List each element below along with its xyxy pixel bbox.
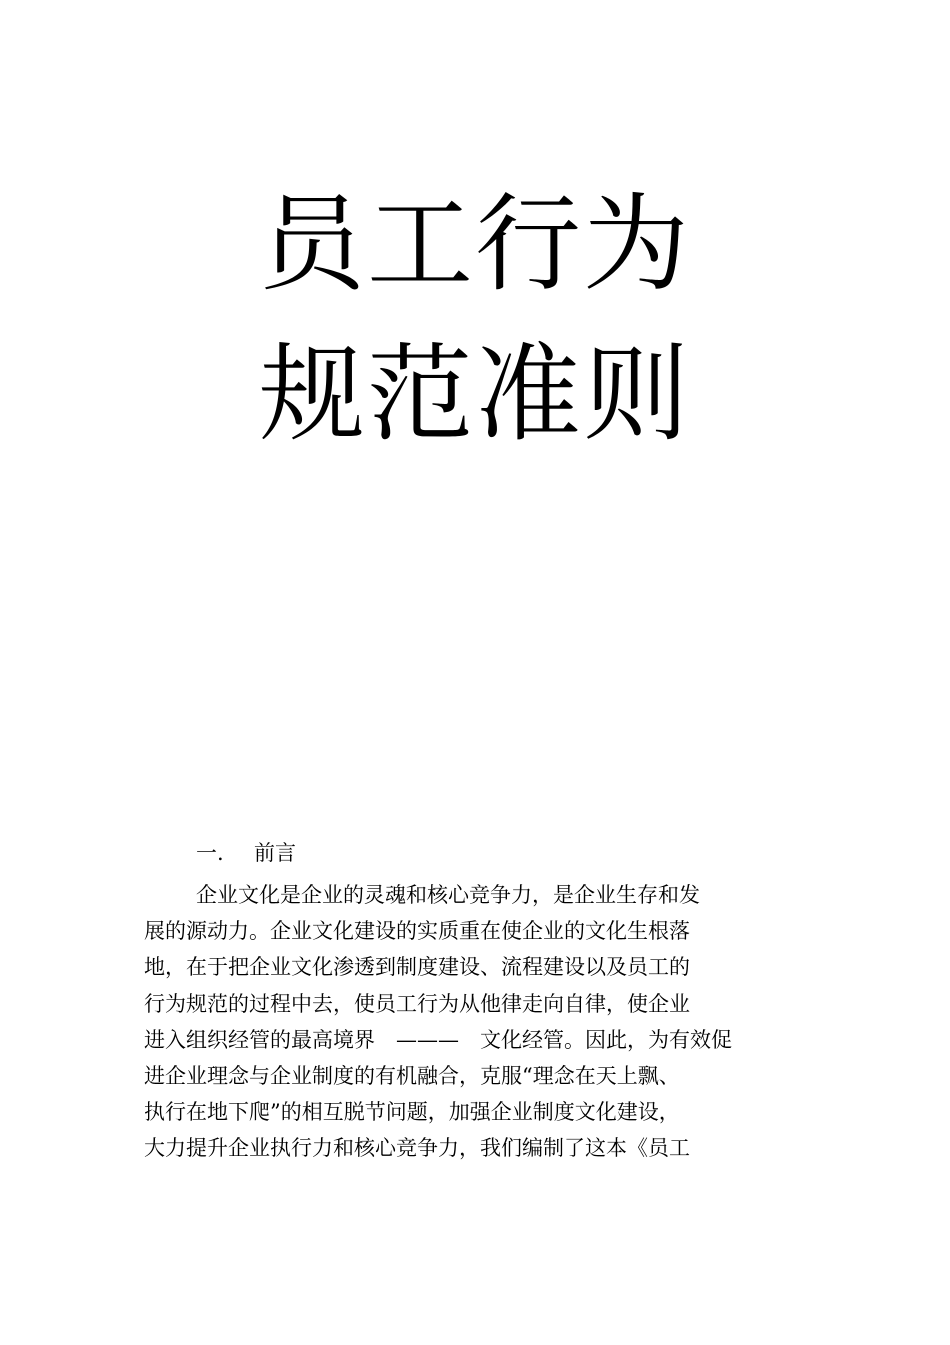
section-number: 一. — [196, 841, 224, 865]
paragraph-line: 地，在于把企业文化渗透到制度建设、流程建设以及员工的 — [144, 955, 690, 980]
paragraph-line: 进企业理念与企业制度的有机融合，克服“理念在天上飘、 — [144, 1063, 680, 1088]
paragraph-line: 进入组织经管的最高境界 ——— 文化经管。因此，为有效促 — [144, 1027, 732, 1052]
section-heading-text: 前言 — [254, 841, 296, 865]
section-heading — [196, 838, 296, 868]
paragraph-line: 执行在地下爬”的相互脱节问题，加强企业制度文化建设， — [144, 1100, 680, 1125]
preface-paragraph — [144, 877, 804, 1167]
paragraph-line: 展的源动力。企业文化建设的实质重在使企业的文化生根落 — [144, 919, 690, 944]
document-title-line-1: 员工行为 — [259, 183, 691, 306]
document-title-line-2: 规范准则 — [259, 333, 691, 456]
paragraph-line: 大力提升企业执行力和核心竞争力，我们编制了这本《员工 — [144, 1136, 690, 1161]
paragraph-line: 行为规范的过程中去，使员工行为从他律走向自律，使企业 — [144, 991, 690, 1016]
paragraph-line: 企业文化是企业的灵魂和核心竞争力，是企业生存和发 — [196, 883, 700, 907]
